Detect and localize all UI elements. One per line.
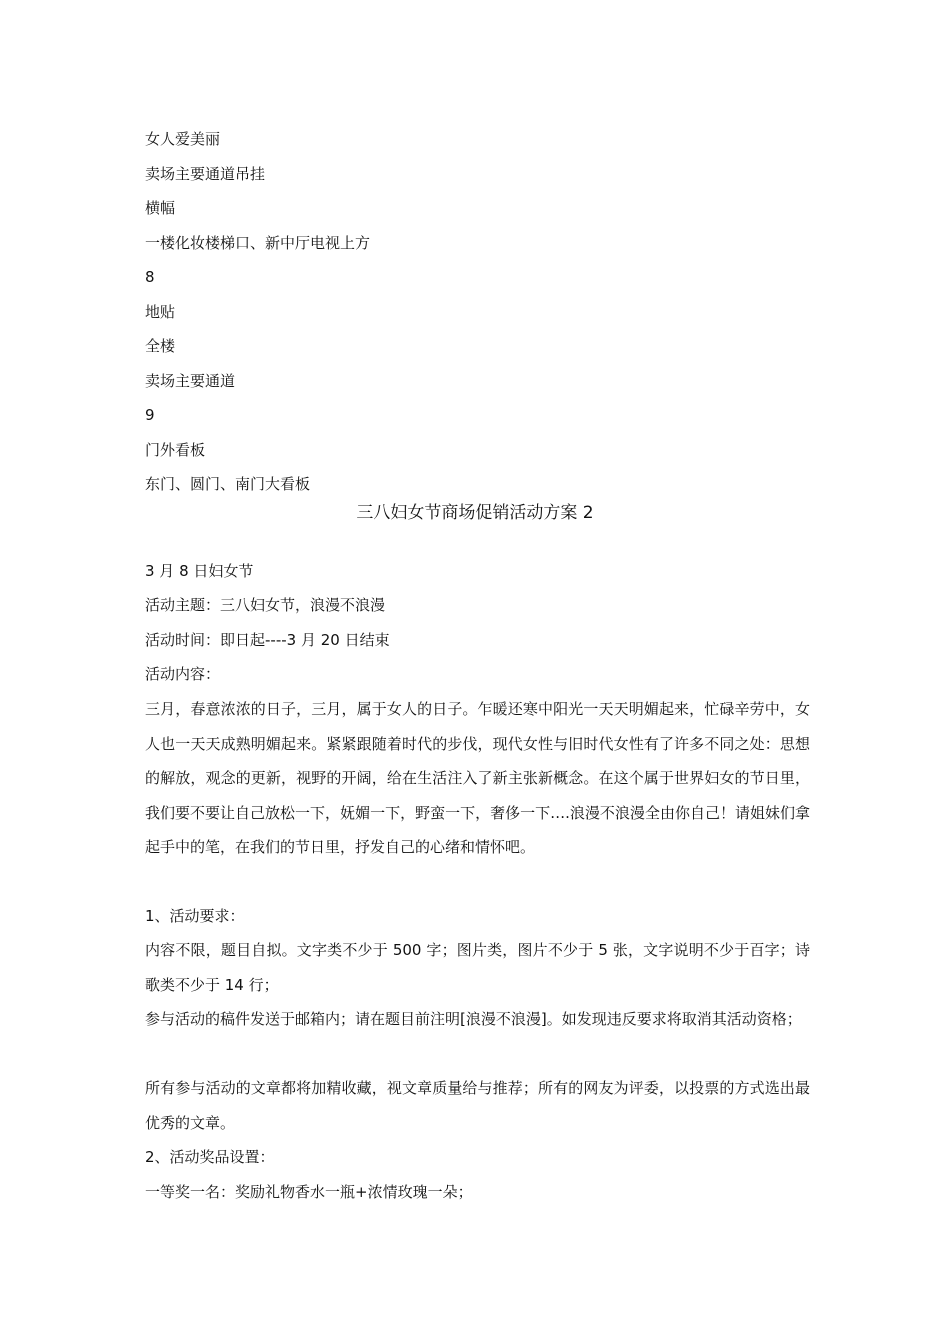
list-item: 女人爱美丽 bbox=[145, 130, 221, 148]
list-item: 地贴 bbox=[145, 303, 176, 321]
list-item: 东门、圆门、南门大看板 bbox=[145, 475, 311, 493]
list-item: 门外看板 bbox=[145, 441, 206, 459]
date-line: 3 月 8 日妇女节 bbox=[145, 562, 254, 580]
theme-line: 活动主题：三八妇女节，浪漫不浪漫 bbox=[145, 596, 386, 614]
list-item: 全楼 bbox=[145, 337, 176, 355]
section-heading-requirements: 1、活动要求： bbox=[145, 907, 245, 925]
requirement-item: 所有参与活动的文章都将加精收藏，视文章质量给与推荐；所有的网友为评委，以投票的方式选出最优秀的文章。 bbox=[145, 1079, 810, 1132]
list-item: 卖场主要通道吊挂 bbox=[145, 165, 266, 183]
content-label: 活动内容： bbox=[145, 665, 221, 683]
body-paragraph: 三月，春意浓浓的日子，三月，属于女人的日子。乍暖还寒中阳光一天天明媚起来，忙碌辛劳中，女人也一天天成熟明媚起来。紧紧跟随着时代的步伐，现代女性与旧时代女性有了许多不同之处：思想的解放，观念的更新，视野的开阔，给在生活注入了新主张新概念。在这个属于世界妇女的节日里，我们要不要让自己放松一下，妩媚一下，野蛮一下，奢侈一下….浪漫不浪漫全由你自己！请姐妹们拿起手中的笔，在我们的节日里，抒发自己的心绪和情怀吧。 bbox=[145, 700, 810, 856]
list-item: 一楼化妆楼梯口、新中厅电视上方 bbox=[145, 234, 371, 252]
list-item: 卖场主要通道 bbox=[145, 372, 236, 390]
list-item: 横幅 bbox=[145, 199, 176, 217]
requirement-item: 内容不限，题目自拟。文字类不少于 500 字；图片类，图片不少于 5 张，文字说明不少于百字；诗歌类不少于 14 行； bbox=[145, 941, 810, 994]
section-heading-prizes: 2、活动奖品设置： bbox=[145, 1148, 275, 1166]
requirement-item: 参与活动的稿件发送于邮箱内；请在题目前注明[浪漫不浪漫]。如发现违反要求将取消其活动资格； bbox=[145, 1010, 802, 1028]
list-item: 9 bbox=[145, 406, 155, 424]
document-title: 三八妇女节商场促销活动方案 2 bbox=[356, 503, 594, 523]
prize-item: 一等奖一名：奖励礼物香水一瓶+浓情玫瑰一朵； bbox=[145, 1183, 473, 1201]
list-item: 8 bbox=[145, 268, 155, 286]
time-line: 活动时间：即日起----3 月 20 日结束 bbox=[145, 631, 390, 649]
